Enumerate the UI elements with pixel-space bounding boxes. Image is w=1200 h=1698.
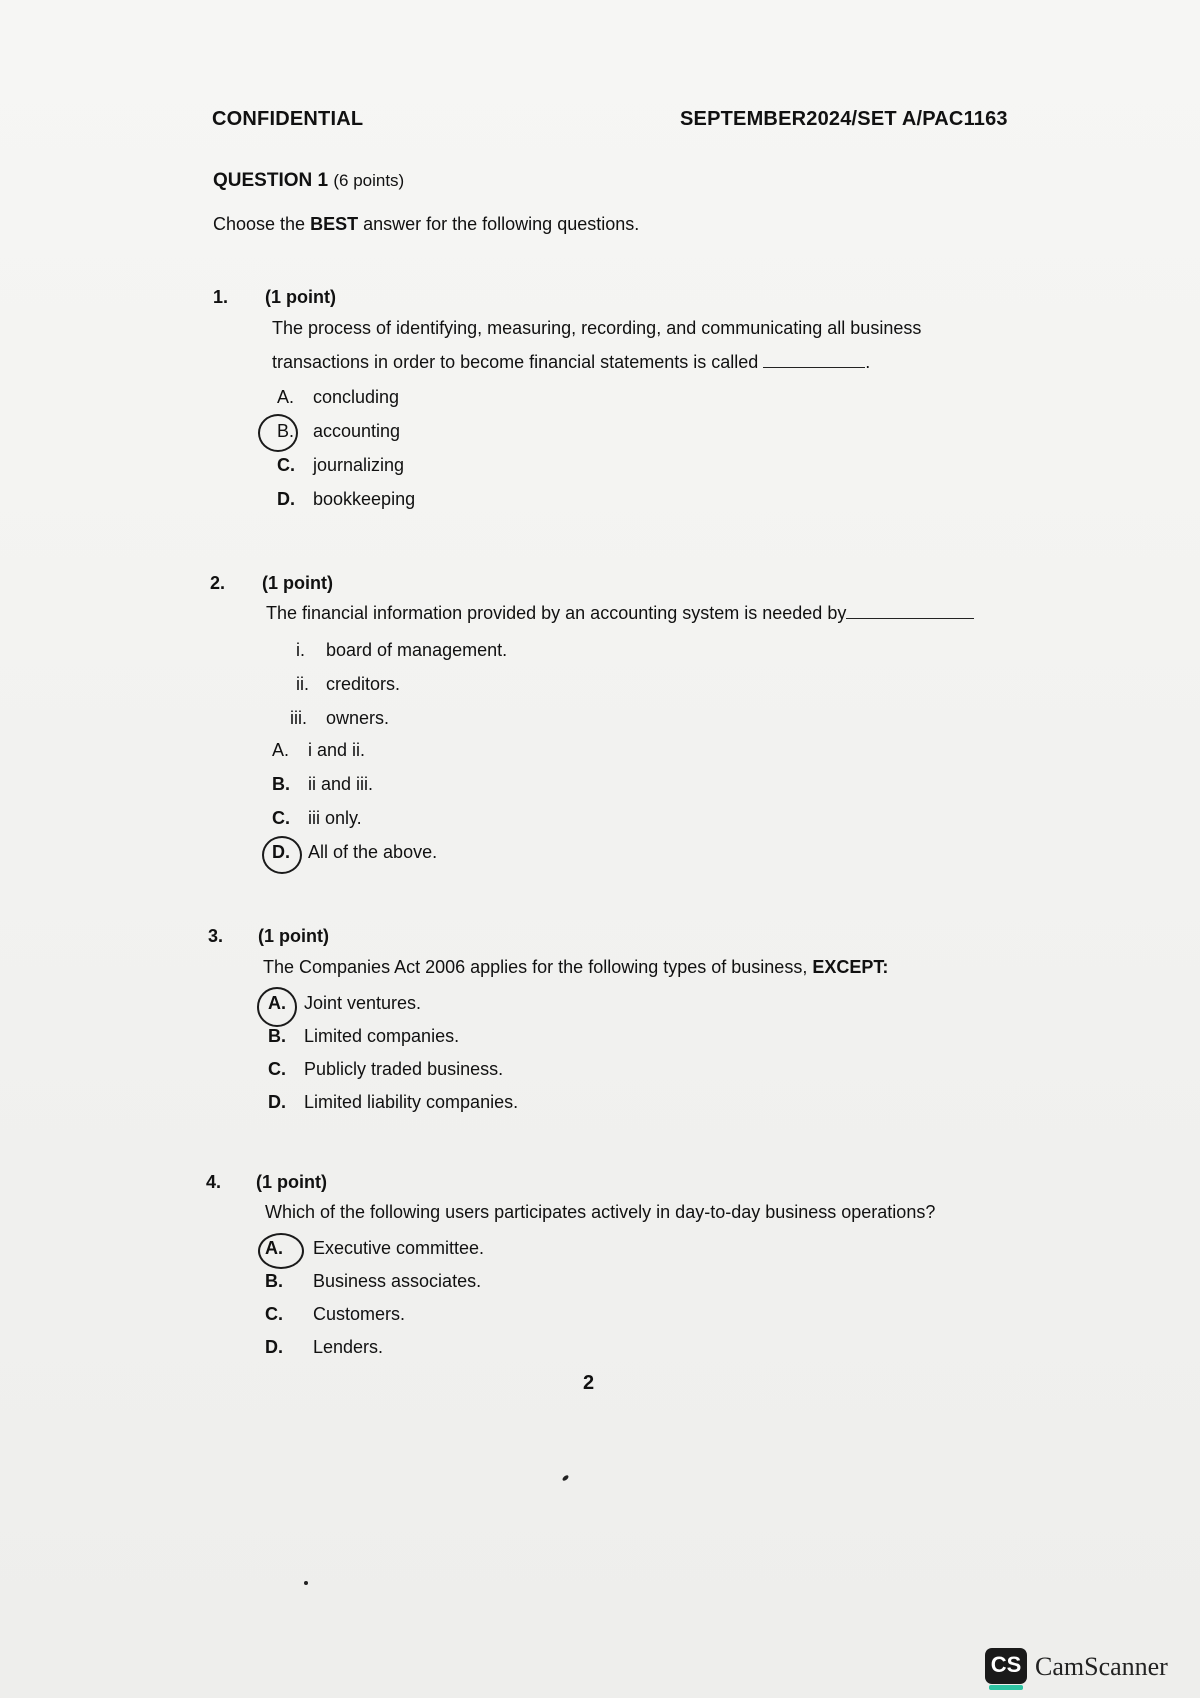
page-number: 2 [583, 1372, 595, 1394]
question-points: (1 point) [262, 573, 333, 593]
option-letter: C. [268, 1059, 286, 1079]
option-text: Limited companies. [304, 1026, 460, 1046]
answer-blank [763, 353, 865, 368]
option-a [265, 1233, 484, 1263]
option-d [277, 484, 415, 514]
option-text: accounting [313, 421, 401, 441]
sub-item: i. board of management. [296, 640, 508, 660]
option-letter: B. [277, 421, 295, 441]
option-letter: D. [277, 489, 295, 509]
option-d [265, 1332, 383, 1362]
instruction-post: answer for the following questions. [358, 214, 640, 234]
option-text: Customers. [313, 1304, 406, 1324]
option-text: journalizing [313, 455, 405, 475]
option-b [272, 769, 373, 799]
instruction [213, 214, 639, 235]
option-a [277, 382, 399, 412]
answer-blank [846, 604, 974, 619]
question-stem [266, 596, 1026, 630]
scan-speck [304, 1581, 308, 1585]
option-text: concluding [313, 387, 400, 407]
stem-line-2: transactions in order to become financial statements is called [272, 352, 759, 372]
stem-line-1: The Companies Act 2006 applies for the following types of business, [263, 957, 813, 977]
option-b [265, 1266, 481, 1296]
option-letter: C. [277, 455, 295, 475]
option-letter: D. [268, 1092, 286, 1112]
option-letter: B. [268, 1026, 286, 1046]
camscanner-logo: CS [985, 1648, 1027, 1684]
option-c [268, 1054, 503, 1084]
option-letter: B. [265, 1271, 283, 1291]
option-letter: C. [265, 1304, 283, 1324]
option-letter: A. [272, 740, 290, 760]
option-text: Joint ventures. [304, 993, 422, 1013]
option-letter: C. [272, 808, 290, 828]
exam-code: SEPTEMBER2024/SET A/PAC1163 [680, 108, 1008, 130]
question-points: (1 point) [256, 1172, 327, 1192]
scan-speck [562, 1474, 570, 1482]
question-title-points: (6 points) [333, 171, 405, 190]
option-letter: D. [272, 842, 290, 862]
option-letter: D. [265, 1337, 283, 1357]
option-a [272, 735, 365, 765]
sub-item: iii. owners. [290, 708, 390, 728]
instruction-bold: BEST [310, 214, 359, 234]
camscanner-watermark: CamScanner [1035, 1652, 1168, 1681]
option-text: bookkeeping [313, 489, 416, 509]
option-text: i and ii. [308, 740, 366, 760]
option-letter: B. [272, 774, 290, 794]
question-number: 4. [206, 1172, 222, 1192]
question-title-label: QUESTION 1 [213, 170, 329, 191]
option-text: ii and iii. [308, 774, 374, 794]
option-text: iii only. [308, 808, 362, 828]
option-d [268, 1087, 518, 1117]
instruction-pre: Choose the [213, 214, 311, 234]
question-number: 1. [213, 287, 229, 307]
option-text: Lenders. [313, 1337, 384, 1357]
question-points: (1 point) [258, 926, 329, 946]
option-text: Executive committee. [313, 1238, 485, 1258]
option-text: Publicly traded business. [304, 1059, 504, 1079]
option-b [268, 1021, 459, 1051]
stem-line-1: The process of identifying, measuring, recording, and communicating all business [272, 318, 922, 338]
question-title [213, 170, 404, 192]
question-number: 3. [208, 926, 224, 946]
option-letter: A. [265, 1238, 283, 1258]
question-stem [263, 950, 1043, 984]
option-c [265, 1299, 405, 1329]
option-a [268, 988, 421, 1018]
sub-item: ii. creditors. [296, 674, 401, 694]
option-text: Limited liability companies. [304, 1092, 519, 1112]
option-d [272, 837, 437, 867]
option-c [277, 450, 404, 480]
option-text: All of the above. [308, 842, 438, 862]
question-points: (1 point) [265, 287, 336, 307]
stem-line-1: Which of the following users participates actively in day-to-day business operations? [265, 1202, 936, 1222]
option-letter: A. [277, 387, 295, 407]
stem-line-2-end: . [865, 352, 871, 372]
question-stem [272, 311, 1020, 379]
option-text: Business associates. [313, 1271, 482, 1291]
confidential-label: CONFIDENTIAL [212, 108, 364, 130]
option-letter: A. [268, 993, 286, 1013]
option-b [277, 416, 400, 446]
question-stem [265, 1195, 1045, 1229]
option-c [272, 803, 362, 833]
stem-line-1: The financial information provided by an accounting system is needed by [266, 603, 847, 623]
question-number: 2. [210, 573, 226, 593]
stem-bold: EXCEPT: [812, 957, 889, 977]
